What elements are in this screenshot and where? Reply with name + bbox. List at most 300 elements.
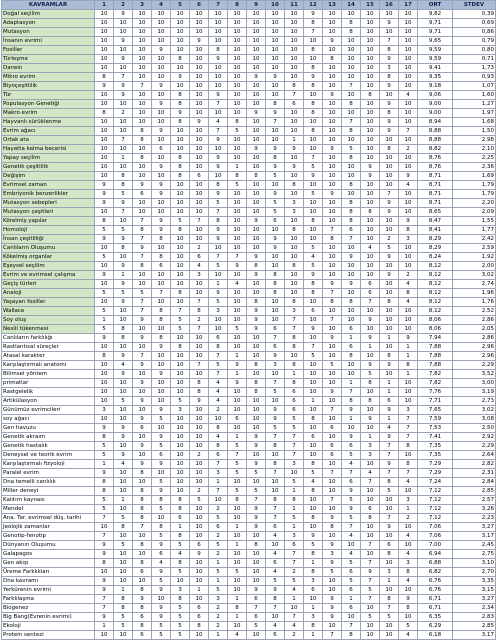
stdev-cell: 1,79	[453, 181, 496, 190]
score-cell: 5	[209, 541, 228, 550]
score-cell: 10	[247, 64, 266, 73]
score-cell: 10	[323, 181, 342, 190]
score-cell: 5	[285, 415, 304, 424]
mean-cell: 9,00	[418, 100, 453, 109]
score-cell: 8	[304, 568, 323, 577]
score-cell: 3	[304, 613, 323, 622]
score-cell: 8	[342, 199, 361, 208]
score-cell: 10	[228, 289, 247, 298]
score-cell: 10	[266, 19, 285, 28]
score-cell: 8	[190, 307, 209, 316]
score-cell: 10	[342, 271, 361, 280]
score-cell: 10	[361, 145, 380, 154]
score-cell: 10	[190, 127, 209, 136]
score-cell: 10	[171, 64, 190, 73]
score-cell: 10	[95, 244, 114, 253]
score-cell: 10	[228, 82, 247, 91]
score-cell: 10	[380, 496, 399, 505]
stdev-cell: 2,57	[453, 496, 496, 505]
score-cell: 8	[190, 622, 209, 631]
score-cell: 10	[304, 595, 323, 604]
mean-cell: 7,82	[418, 379, 453, 388]
score-cell: 8	[285, 262, 304, 271]
score-cell: 9	[114, 91, 133, 100]
score-cell: 9	[133, 460, 152, 469]
score-cell: 10	[133, 172, 152, 181]
score-cell: 10	[361, 550, 380, 559]
score-cell: 7	[133, 352, 152, 361]
score-cell: 10	[285, 73, 304, 82]
score-cell: 8	[323, 298, 342, 307]
score-cell: 10	[114, 127, 133, 136]
score-cell: 10	[361, 226, 380, 235]
score-cell: 7	[190, 298, 209, 307]
concept-cell: Paralel evrim	[2, 469, 95, 478]
score-cell: 8	[209, 442, 228, 451]
score-cell: 10	[323, 370, 342, 379]
score-cell: 10	[399, 55, 418, 64]
score-cell: 4	[399, 577, 418, 586]
score-cell: 7	[266, 505, 285, 514]
score-cell: 6	[133, 568, 152, 577]
score-cell: 10	[114, 478, 133, 487]
concept-cell: Canlıların Oluşumu	[2, 244, 95, 253]
score-cell: 2	[285, 631, 304, 640]
score-cell: 9	[133, 334, 152, 343]
score-cell: 9	[114, 370, 133, 379]
stdev-cell: 0,79	[453, 37, 496, 46]
score-cell: 9	[361, 415, 380, 424]
score-cell: 10	[361, 19, 380, 28]
score-cell: 6	[190, 541, 209, 550]
score-cell: 2	[209, 406, 228, 415]
score-cell: 1	[342, 379, 361, 388]
score-cell: 9	[152, 46, 171, 55]
score-cell: 9	[323, 280, 342, 289]
score-cell: 5	[285, 478, 304, 487]
score-cell: 9	[380, 127, 399, 136]
score-cell: 10	[304, 91, 323, 100]
score-cell: 3	[304, 577, 323, 586]
score-cell: 10	[285, 253, 304, 262]
score-cell: 7	[190, 361, 209, 370]
score-cell: 9	[152, 127, 171, 136]
concept-cell: Farklılaşma	[2, 595, 95, 604]
score-cell: 10	[361, 217, 380, 226]
mean-cell: 7,24	[418, 478, 453, 487]
score-cell: 9	[190, 550, 209, 559]
concept-cell: Karşılaştırmalı anatomi	[2, 361, 95, 370]
score-cell: 9	[323, 604, 342, 613]
score-cell: 10	[114, 118, 133, 127]
score-cell: 10	[399, 523, 418, 532]
score-cell: 1	[190, 586, 209, 595]
score-cell: 1	[342, 415, 361, 424]
score-cell: 10	[190, 478, 209, 487]
score-cell: 10	[209, 271, 228, 280]
score-cell: 5	[285, 577, 304, 586]
concept-cell: Embriyonik benzerlikler	[2, 190, 95, 199]
concept-cell: Eşeysel seçilim	[2, 262, 95, 271]
table-row	[2, 388, 496, 397]
score-cell: 10	[95, 118, 114, 127]
score-cell: 10	[247, 181, 266, 190]
score-cell: 10	[209, 316, 228, 325]
mean-cell: 7,06	[418, 532, 453, 541]
score-cell: 5	[228, 460, 247, 469]
score-cell: 10	[323, 172, 342, 181]
score-cell: 10	[380, 631, 399, 640]
score-cell: 2	[399, 514, 418, 523]
score-cell: 9	[152, 487, 171, 496]
table-row	[2, 577, 496, 586]
score-cell: 6	[152, 145, 171, 154]
concept-cell: Mutasyon	[2, 28, 95, 37]
score-cell: 10	[190, 280, 209, 289]
score-cell: 8	[95, 109, 114, 118]
score-cell: 8	[95, 217, 114, 226]
score-cell: 10	[209, 28, 228, 37]
score-cell: 8	[247, 541, 266, 550]
score-cell: 10	[247, 19, 266, 28]
score-cell: 10	[285, 118, 304, 127]
score-cell: 9	[95, 586, 114, 595]
score-cell: 10	[361, 109, 380, 118]
score-cell: 1	[114, 154, 133, 163]
score-cell: 10	[304, 226, 323, 235]
score-cell: 10	[171, 19, 190, 28]
stdev-cell: 3,08	[453, 415, 496, 424]
table-row	[2, 82, 496, 91]
score-cell: 5	[304, 244, 323, 253]
score-cell: 3	[190, 271, 209, 280]
concept-cell: Genetik hastalık	[2, 442, 95, 451]
score-cell: 10	[266, 487, 285, 496]
score-cell: 10	[152, 397, 171, 406]
score-cell: 8	[380, 595, 399, 604]
score-cell: 10	[247, 397, 266, 406]
mean-cell: 8,82	[418, 145, 453, 154]
score-cell: 10	[190, 73, 209, 82]
score-cell: 10	[285, 271, 304, 280]
score-cell: 1	[228, 433, 247, 442]
score-cell: 9	[209, 190, 228, 199]
score-cell: 10	[380, 325, 399, 334]
concept-cell: Canlıların farklılığı	[2, 334, 95, 343]
score-cell: 7	[209, 127, 228, 136]
score-cell: 6	[266, 343, 285, 352]
score-cell: 8	[171, 100, 190, 109]
score-cell: 9	[247, 316, 266, 325]
concept-cell: Analoji	[2, 289, 95, 298]
stdev-cell: 2,82	[453, 460, 496, 469]
score-cell: 5	[266, 208, 285, 217]
score-cell: 2	[285, 568, 304, 577]
table-row	[2, 307, 496, 316]
score-cell: 8	[304, 64, 323, 73]
score-cell: 10	[228, 109, 247, 118]
score-cell: 8	[304, 217, 323, 226]
score-cell: 10	[323, 28, 342, 37]
score-cell: 10	[380, 280, 399, 289]
score-cell: 10	[247, 451, 266, 460]
mean-cell: 7,12	[418, 496, 453, 505]
mean-cell: 7,29	[418, 469, 453, 478]
score-cell: 7	[266, 118, 285, 127]
concept-cell: Biyoçeşitlilik	[2, 82, 95, 91]
concept-cell: Mendel	[2, 505, 95, 514]
score-cell: 10	[304, 505, 323, 514]
score-cell: 10	[228, 532, 247, 541]
score-cell: 10	[228, 10, 247, 19]
score-cell: 10	[190, 28, 209, 37]
score-cell: 8	[209, 46, 228, 55]
score-cell: 3	[266, 361, 285, 370]
score-cell: 3	[171, 406, 190, 415]
score-cell: 7	[266, 469, 285, 478]
column-header: 13	[323, 1, 342, 10]
score-cell: 10	[152, 325, 171, 334]
stdev-cell: 0,39	[453, 10, 496, 19]
score-cell: 7	[380, 514, 399, 523]
stdev-cell: 2,75	[453, 550, 496, 559]
score-cell: 9	[95, 541, 114, 550]
score-cell: 9	[247, 442, 266, 451]
score-cell: 10	[266, 28, 285, 37]
score-cell: 10	[380, 91, 399, 100]
score-cell: 10	[133, 19, 152, 28]
score-cell: 7	[209, 253, 228, 262]
score-cell: 10	[323, 46, 342, 55]
score-cell: 8	[304, 46, 323, 55]
table-row	[2, 136, 496, 145]
score-cell: 8	[228, 118, 247, 127]
table-row	[2, 523, 496, 532]
score-cell: 10	[361, 496, 380, 505]
score-cell: 10	[247, 127, 266, 136]
score-cell: 4	[304, 253, 323, 262]
score-cell: 6	[380, 397, 399, 406]
score-cell: 3	[399, 406, 418, 415]
score-cell: 10	[171, 181, 190, 190]
score-cell: 10	[266, 64, 285, 73]
score-cell: 10	[323, 415, 342, 424]
score-cell: 1	[228, 595, 247, 604]
concept-cell: Yapay seçilim	[2, 154, 95, 163]
score-cell: 10	[190, 523, 209, 532]
score-cell: 10	[399, 199, 418, 208]
score-cell: 8	[399, 442, 418, 451]
score-cell: 5	[361, 613, 380, 622]
score-cell: 9	[247, 586, 266, 595]
mean-cell: 7,88	[418, 352, 453, 361]
score-cell: 6	[342, 586, 361, 595]
score-cell: 6	[323, 451, 342, 460]
score-cell: 8	[209, 343, 228, 352]
score-cell: 7	[266, 514, 285, 523]
mean-cell: 9,06	[418, 91, 453, 100]
score-cell: 5	[342, 514, 361, 523]
stdev-cell: 2,50	[453, 424, 496, 433]
score-cell: 9	[304, 532, 323, 541]
score-cell: 9	[361, 361, 380, 370]
score-cell: 7	[285, 613, 304, 622]
score-cell: 10	[247, 352, 266, 361]
score-cell: 10	[304, 442, 323, 451]
score-cell: 10	[171, 442, 190, 451]
score-cell: 8	[114, 325, 133, 334]
concept-cell: Yerkürenin evrimi	[2, 586, 95, 595]
score-cell: 9	[152, 406, 171, 415]
concept-cell: Gen havuzu	[2, 424, 95, 433]
stdev-cell: 2,36	[453, 163, 496, 172]
mean-cell: 7,35	[418, 442, 453, 451]
concept-cell: Makro evrim	[2, 109, 95, 118]
score-cell: 10	[171, 244, 190, 253]
score-cell: 10	[304, 388, 323, 397]
stdev-cell: 2,52	[453, 307, 496, 316]
score-cell: 7	[209, 208, 228, 217]
mean-cell: 8,12	[418, 271, 453, 280]
score-cell: 5	[361, 586, 380, 595]
mean-cell: 9,71	[418, 19, 453, 28]
mean-cell: 7,53	[418, 424, 453, 433]
score-cell: 10	[152, 244, 171, 253]
score-cell: 3	[285, 208, 304, 217]
score-cell: 10	[114, 469, 133, 478]
score-cell: 1	[114, 496, 133, 505]
score-cell: 8	[304, 550, 323, 559]
score-cell: 9	[114, 37, 133, 46]
score-cell: 10	[133, 325, 152, 334]
score-cell: 10	[228, 145, 247, 154]
score-cell: 6	[361, 289, 380, 298]
score-cell: 10	[342, 190, 361, 199]
stdev-cell: 2,23	[453, 514, 496, 523]
score-cell: 9	[95, 577, 114, 586]
score-cell: 10	[247, 136, 266, 145]
score-cell: 10	[266, 37, 285, 46]
score-cell: 10	[209, 244, 228, 253]
score-cell: 2	[209, 613, 228, 622]
table-row	[2, 100, 496, 109]
score-cell: 4	[266, 568, 285, 577]
column-header: 7	[209, 1, 228, 10]
score-cell: 7	[133, 235, 152, 244]
score-cell: 2	[399, 271, 418, 280]
score-cell: 6	[190, 253, 209, 262]
score-cell: 10	[285, 280, 304, 289]
table-row	[2, 91, 496, 100]
score-cell: 10	[190, 235, 209, 244]
score-cell: 10	[114, 532, 133, 541]
score-cell: 9	[152, 100, 171, 109]
score-cell: 2	[190, 487, 209, 496]
score-cell: 10	[266, 451, 285, 460]
score-cell: 2	[190, 244, 209, 253]
stdev-cell: 1,50	[453, 127, 496, 136]
score-cell: 7	[133, 307, 152, 316]
concept-cell: Deneysel ve teorik evrim	[2, 451, 95, 460]
score-cell: 10	[171, 379, 190, 388]
mean-cell: 7,00	[418, 541, 453, 550]
score-cell: 8	[114, 604, 133, 613]
score-cell: 10	[361, 73, 380, 82]
score-cell: 1	[342, 595, 361, 604]
score-cell: 8	[304, 280, 323, 289]
score-cell: 1	[342, 334, 361, 343]
score-cell: 10	[209, 496, 228, 505]
score-cell: 10	[247, 559, 266, 568]
score-cell: 10	[114, 145, 133, 154]
score-cell: 10	[114, 253, 133, 262]
score-cell: 10	[114, 217, 133, 226]
score-cell: 10	[361, 325, 380, 334]
score-cell: 7	[323, 316, 342, 325]
score-cell: 6	[361, 280, 380, 289]
score-cell: 10	[247, 55, 266, 64]
score-cell: 10	[285, 352, 304, 361]
score-cell: 10	[342, 46, 361, 55]
score-cell: 10	[380, 307, 399, 316]
score-cell: 9	[342, 406, 361, 415]
table-row	[2, 244, 496, 253]
score-cell: 7	[171, 307, 190, 316]
score-cell: 10	[323, 397, 342, 406]
score-cell: 10	[228, 37, 247, 46]
score-cell: 10	[228, 244, 247, 253]
score-cell: 10	[152, 352, 171, 361]
score-cell: 10	[171, 235, 190, 244]
score-cell: 8	[399, 289, 418, 298]
score-cell: 10	[114, 19, 133, 28]
score-cell: 9	[133, 595, 152, 604]
score-cell: 10	[323, 577, 342, 586]
concept-cell: Türleşme	[2, 55, 95, 64]
table-row	[2, 514, 496, 523]
score-cell: 10	[114, 46, 133, 55]
mean-cell: 6,82	[418, 568, 453, 577]
score-cell: 9	[190, 118, 209, 127]
score-cell: 10	[323, 379, 342, 388]
score-cell: 10	[228, 388, 247, 397]
score-cell: 10	[133, 37, 152, 46]
score-cell: 10	[171, 415, 190, 424]
score-cell: 10	[266, 82, 285, 91]
table-row	[2, 487, 496, 496]
score-cell: 8	[209, 217, 228, 226]
score-cell: 10	[304, 235, 323, 244]
score-cell: 10	[266, 613, 285, 622]
score-cell: 10	[361, 37, 380, 46]
score-cell: 1	[285, 505, 304, 514]
concept-cell: Genotip-fenotip	[2, 532, 95, 541]
score-cell: 10	[323, 253, 342, 262]
column-header: 3	[133, 1, 152, 10]
score-cell: 10	[399, 46, 418, 55]
score-cell: 7	[95, 595, 114, 604]
table-row	[2, 442, 496, 451]
table-row	[2, 361, 496, 370]
score-cell: 10	[95, 154, 114, 163]
score-cell: 10	[342, 289, 361, 298]
score-cell: 10	[361, 118, 380, 127]
stdev-cell: 0,80	[453, 46, 496, 55]
score-cell: 9	[380, 19, 399, 28]
concept-cell: Biogenez	[2, 604, 95, 613]
score-cell: 5	[114, 289, 133, 298]
score-cell: 7	[380, 469, 399, 478]
